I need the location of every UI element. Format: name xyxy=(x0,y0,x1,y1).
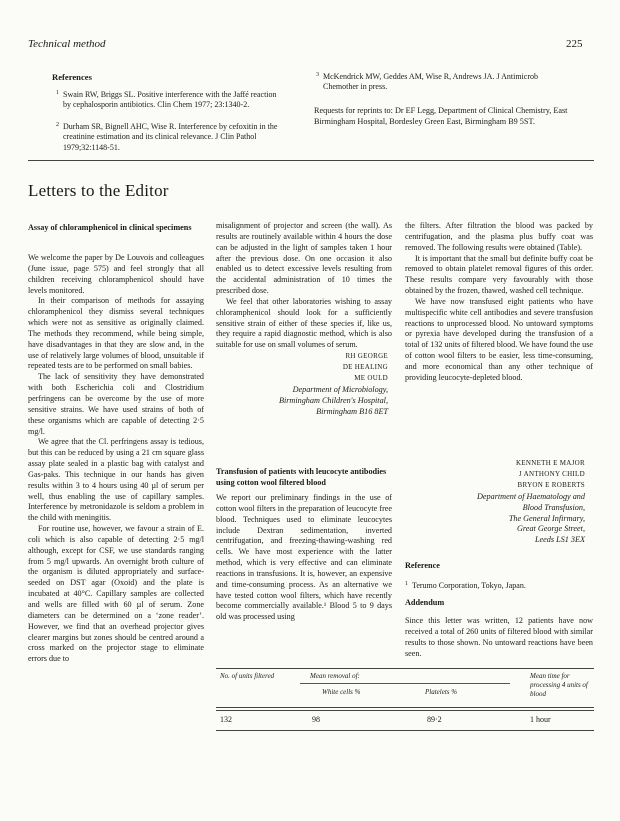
signatory: KENNETH E MAJOR xyxy=(515,459,585,467)
reference-item xyxy=(56,122,285,153)
paragraph: For routine use, however, we favour a strain of E. coli which is also capable of detecting 2·5 mg/l although, except for CSF, we use standards ranging from 5 mg/l upwards. An overnight broth culture of the organism is diluted appropriately and surface-seeded on DST agar (Oxoid) and the plate is incubated at 40°C. Capillary samples are collected and wells are filled with 60 µl of serum. Zone diameters can be determined on a ‘zone reader’. However, we find that an overhead projector gives clearer margins but zones should be centred around a cross marked on the projector stage to eliminate errors due to xyxy=(28,524,204,664)
affiliation-line: Birmingham B16 8ET xyxy=(316,406,388,416)
table-header-mean-removal: Mean removal of: xyxy=(310,672,360,680)
signatory: DE HEALING xyxy=(342,363,388,371)
table-rule-mid2 xyxy=(216,710,594,711)
reprint-request: Requests for reprints to: Dr EF Legg, Department of Clinical Chemistry, East Birmingham Hospital, Bordesley Green East, Birmingham B9 5ST. xyxy=(314,106,568,126)
table-header-time: Mean time for processing 4 units of blood xyxy=(530,672,588,698)
reference-number: 1 xyxy=(56,90,59,96)
signatory: J ANTHONY CHILD xyxy=(518,470,585,478)
paragraph: misalignment of projector and screen (the wall). As results are routinely available within 4 hours the dose can be adjusted in the light of samples taken 1 hour after the previous dose. On one occasion it also enabled us to detect excessive levels resulting from the accidental administration of 10 times the prescribed dose. xyxy=(216,221,392,296)
signatory: RH GEORGE xyxy=(345,352,388,360)
reference-item xyxy=(316,72,561,93)
letter-body-column-1 xyxy=(28,253,204,665)
letter-body-column-2b xyxy=(216,493,392,623)
signatories xyxy=(405,458,585,491)
letter-title: Assay of chloramphenicol in clinical specimens xyxy=(28,223,192,232)
table-cell-units: 132 xyxy=(220,715,232,724)
affiliation-line: Leeds LS1 3EX xyxy=(534,535,585,545)
section-title: Letters to the Editor xyxy=(28,181,169,200)
reference-item xyxy=(405,581,592,591)
affiliation xyxy=(405,492,585,546)
signatories xyxy=(216,351,388,384)
references-heading: References xyxy=(52,72,92,82)
reference-item xyxy=(56,90,285,111)
paragraph: We agree that the Cl. perfringens assay is tedious, but this can be reduced by using a 21 cm square glass assay plate sealed in a plastic bag with catalyst and Gas-paks. This technique in our hands has given results within 3 to 4 hours using 40 µl of serum per well, thus enabling the use of capillary samples. Interference by metronidazole is seldom a problem in the child with meningitis. xyxy=(28,437,204,523)
table-cell-platelets: 89·2 xyxy=(427,715,442,724)
paragraph: We have now transfused eight patients who have multispecific white cell antibodies and severe transfusion reactions to unprocessed blood. No untoward symptoms or pyrexia have developed during the transfusion of a total of 132 units of filtered blood. We have found the use of cotton wool filters to be easier, less time-consuming, and more economical than any other technique of providing leucocyte-depleted blood. xyxy=(405,296,593,382)
running-header: Technical method xyxy=(28,38,106,50)
paragraph: We report our preliminary findings in the use of cotton wool filters in the preparation of leucocyte free blood. Techniques used to eliminate leucocytes include Dextran sedimentation, inverted centrifugation, and freezing-thawing-washing red cells. We have most experience with the latter method, which is very effective and can eliminate reactions in transfusions. It is, however, an expensive and time-consuming process. As an alternative we have tested cotton wool filters, which have recently become commercially available.¹ Blood 5 to 9 days old was processed using xyxy=(216,493,392,622)
table-cell-time: 1 hour xyxy=(530,715,551,724)
reference-number: 3 xyxy=(316,72,319,78)
reference-number: 1 xyxy=(405,581,408,587)
divider xyxy=(28,160,594,161)
table-cell-white: 98 xyxy=(312,715,320,724)
affiliation-line: Birmingham Children's Hospital, xyxy=(278,395,388,405)
signatory: ME OULD xyxy=(354,374,388,382)
addendum-heading: Addendum xyxy=(405,598,445,607)
affiliation-line: Great George Street, xyxy=(517,524,585,534)
paragraph: In their comparison of methods for assaying chloramphenicol they dismiss several techniques which were not as sensitive as originally claimed. The methods they recommend, while being simple, have disadvantages in that they are slow and, in the use of relatively large volumes of blood, unsuitable if repeated tests are to be performed on small babies. xyxy=(28,296,204,371)
affiliation xyxy=(216,385,388,417)
reference-heading: Reference xyxy=(405,561,440,570)
paragraph: We feel that other laboratories wishing to assay chloramphenicol should look for a sufficiently sensitive strain of either of these species if, like us, they require a rapid diagnostic method, which is also suitable for use on small volumes of serum. xyxy=(216,296,392,350)
reference-text: Swain RW, Briggs SL. Positive interference with the Jaffé reaction by cephalosporin antibiotics. Clin Chem 1977; 23:1340-2. xyxy=(63,90,277,110)
signatory: BRYON E ROBERTS xyxy=(517,481,585,489)
table-rule-mid xyxy=(216,707,594,708)
reference-text: Durham SR, Bignell AHC, Wise R. Interference by cefoxitin in the creatinine estimation and its clinical relevance. J Clin Pathol 1979;32:1148-51. xyxy=(63,122,278,152)
paragraph: It is important that the small but definite buffy coat be removed to obtain platelet removal figures of this order. These results compare very favourably with those obtained by the frozen, thawed, washed cell technique. xyxy=(405,253,593,296)
paragraph: We welcome the paper by De Louvois and colleagues (June issue, page 575) and feel strongly that all children receiving chloramphenicol should have levels monitored. xyxy=(28,253,204,295)
affiliation-line: The General Infirmary, xyxy=(508,513,585,523)
letter-body-column-2 xyxy=(216,221,392,351)
addendum-text: Since this letter was written, 12 patients have now received a total of 260 units of filtered blood with similar results to those shown. No untoward reactions have been seen. xyxy=(405,616,593,658)
table-rule-bottom xyxy=(216,730,594,731)
paragraph: The lack of sensitivity they have demonstrated with both Escherichia coli and Clostridium perfringens can be overcome by the use of more sensitive strains. We have used strains of both of these organisms which are capable of detecting 2·5 mg/l. xyxy=(28,372,204,436)
table-header-platelets: Platelets % xyxy=(425,688,458,696)
reference-text: Terumo Corporation, Tokyo, Japan. xyxy=(412,581,526,590)
affiliation-line: Blood Transfusion, xyxy=(522,502,585,512)
table-rule-top xyxy=(216,668,594,669)
page-number: 225 xyxy=(566,38,583,50)
affiliation-line: Department of Haematology and xyxy=(476,492,585,501)
paragraph: the filters. After filtration the blood was packed by centrifugation, and the plasma plus buffy coat was removed. The following results were obtained (Table). xyxy=(405,221,593,252)
reference-number: 2 xyxy=(56,122,59,128)
letter-body-column-3 xyxy=(405,221,593,384)
table-header-white-cells: White cells % xyxy=(322,688,361,696)
affiliation-line: Department of Microbiology, xyxy=(292,385,388,394)
letter-title: Transfusion of patients with leucocyte antibodies using cotton wool filtered blood xyxy=(216,467,387,487)
table-header-units: No. of units filtered xyxy=(220,672,275,680)
table-subheader-rule xyxy=(300,683,510,684)
reference-text: McKendrick MW, Geddes AM, Wise R, Andrews JA. J Antimicrob Chemother in press. xyxy=(323,72,538,92)
